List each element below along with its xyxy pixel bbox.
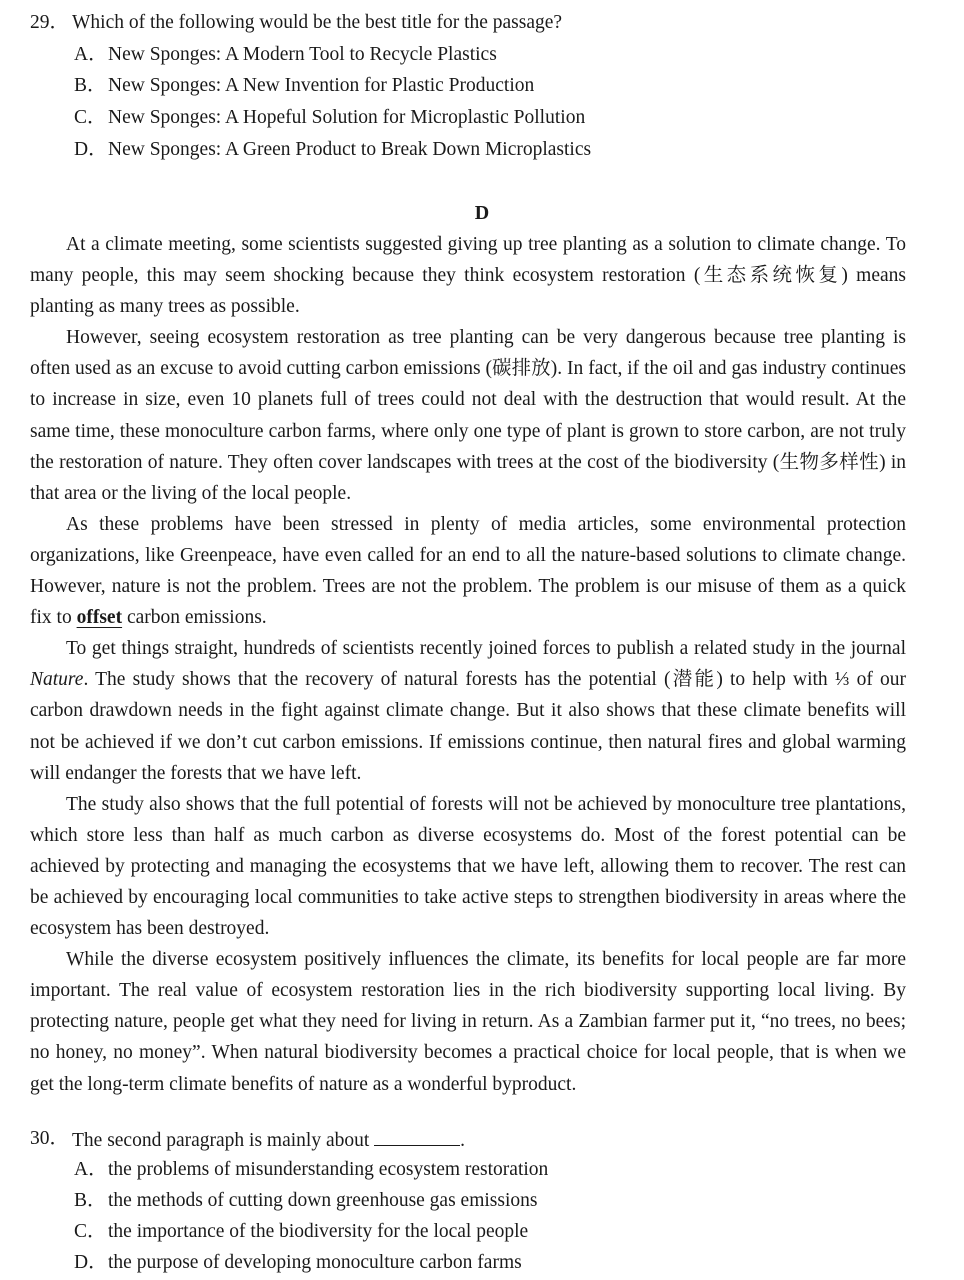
option-text[interactable]: New Sponges: A Modern Tool to Recycle Plastics	[108, 44, 497, 65]
paragraph-3	[30, 509, 906, 633]
paragraph-5: The study also shows that the full potential of forests will not be achieved by monoculture tree plantations, which store less than half as much carbon as diverse ecosystems do. Most of the forest potential can be achieved by protecting and managing the ecosystems that we have left, allowing them to recover. The rest can be achieved by encouraging local communities to take active steps to strengthen biodiversity in areas where the ecosystem has been destroyed.	[30, 793, 906, 940]
option-text[interactable]: New Sponges: A Green Product to Break Down Microplastics	[108, 139, 592, 160]
paragraph-4-text: To get things straight, hundreds of scientists recently joined forces to publish a related study in the journal	[66, 638, 906, 660]
option-text[interactable]: New Sponges: A New Invention for Plastic Production	[108, 75, 535, 96]
option-text[interactable]: the importance of the biodiversity for the local people	[108, 1221, 529, 1242]
option-text[interactable]: New Sponges: A Hopeful Solution for Microplastic Pollution	[108, 107, 586, 128]
paragraph-4	[30, 633, 906, 788]
paragraph-2: However, seeing ecosystem restoration as tree planting can be very dangerous because tree planting is often used as an excuse to avoid cutting carbon emissions (碳排放). In fact, if the oil and gas industry continues to increase in size, even 10 planets full of trees could not deal with the destruction that would result. At the same time, these monoculture carbon farms, where only one type of plant is grown to store carbon, are not truly the restoration of nature. They often cover landscapes with trees at the cost of the biodiversity (生物多样性) in that area or the living of the local people.	[30, 327, 906, 504]
question-number: 29．	[30, 12, 70, 33]
answer-blank	[374, 1127, 460, 1146]
option-letter[interactable]: D．	[74, 139, 108, 160]
option-letter[interactable]: B．	[74, 75, 107, 96]
option-text[interactable]: the purpose of developing monoculture carbon farms	[108, 1252, 522, 1273]
section-title: D	[474, 202, 490, 224]
paragraph-3-text-end: carbon emissions.	[122, 607, 267, 629]
passage	[30, 229, 906, 1100]
option-text[interactable]: the problems of misunderstanding ecosystem restoration	[108, 1159, 549, 1180]
question-stem-end: .	[460, 1130, 466, 1151]
option-letter[interactable]: A．	[74, 44, 108, 65]
paragraph-6: While the diverse ecosystem positively influences the climate, its benefits for local people are far more important. The real value of ecosystem restoration lies in the rich biodiversity supporting local living. By protecting nature, people get what they need for living in return. As a Zambian farmer put it, “no trees, no bees; no honey, no money”. When natural biodiversity becomes a practical choice for local people, that is when we get the long-term climate benefits of nature as a wonderful byproduct.	[30, 949, 906, 1095]
question-stem: Which of the following would be the best title for the passage?	[72, 12, 563, 33]
option-letter[interactable]: D．	[74, 1252, 108, 1273]
option-text[interactable]: the methods of cutting down greenhouse gas emissions	[108, 1190, 538, 1211]
question-stem	[72, 1127, 465, 1153]
paragraph-4-text-end: . The study shows that the recovery of natural forests has the potential (潜能) to help with ⅓ of our carbon drawdown needs in the fight against climate change. But it also shows that these climate benefits will not be achieved if we don’t cut carbon emissions. If emissions continue, then natural fires and global warming will endanger the forests that we have left.	[30, 669, 906, 784]
option-letter[interactable]: C．	[74, 107, 107, 128]
paragraph-1: At a climate meeting, some scientists suggested giving up tree planting as a solution to climate change. To many people, this may seem shocking because they think ecosystem restoration (生态系统恢复) means planting as many trees as possible.	[30, 234, 906, 318]
keyword-offset: offset	[76, 607, 123, 629]
question-number: 30．	[30, 1128, 70, 1149]
option-letter[interactable]: A．	[74, 1159, 108, 1180]
option-letter[interactable]: B．	[74, 1190, 107, 1211]
paragraph-3-text: As these problems have been stressed in plenty of media articles, some environmental protection organizations, like Greenpeace, have even called for an end to all the nature-based solutions to climate change. However, nature is not the problem. Trees are not the problem. The problem is our misuse of them as a quick fix to	[30, 513, 906, 629]
option-letter[interactable]: C．	[74, 1221, 107, 1242]
question-stem-text: The second paragraph is mainly about	[72, 1130, 370, 1151]
journal-name: Nature	[30, 669, 84, 691]
